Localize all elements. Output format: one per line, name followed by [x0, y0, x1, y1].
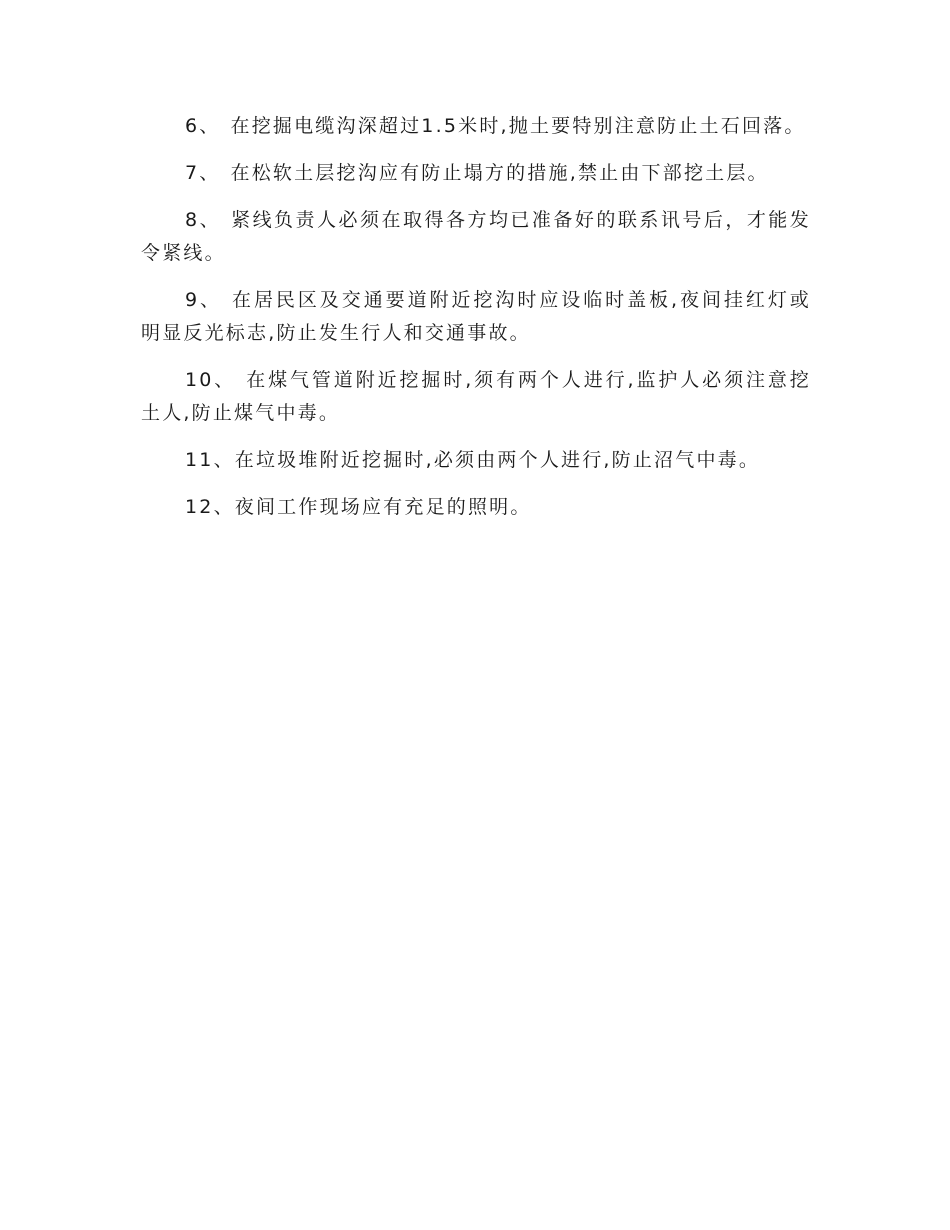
- item-text: 在挖掘电缆沟深超过1.5米时,抛土要特别注意防止土石回落。: [230, 115, 806, 137]
- item-number: 11、: [185, 449, 235, 471]
- item-text: 在松软土层挖沟应有防止塌方的措施,禁止由下部挖土层。: [230, 162, 769, 184]
- list-item-10: [141, 364, 811, 430]
- list-item-12: [141, 491, 811, 524]
- item-text: 在垃圾堆附近挖掘时,必须由两个人进行,防止沼气中毒。: [234, 449, 761, 471]
- item-number: 7、: [185, 162, 221, 184]
- item-number: 12、: [185, 496, 235, 518]
- list-item-9: [141, 284, 811, 350]
- document-body: [141, 110, 811, 538]
- item-number: 9、: [185, 289, 222, 311]
- list-item-7: [141, 157, 811, 190]
- item-text: 在煤气管道附近挖掘时,须有两个人进行,监护人必须注意挖土人,防止煤气中毒。: [141, 369, 811, 424]
- item-text: 夜间工作现场应有充足的照明。: [234, 496, 532, 518]
- list-item-8: [141, 204, 811, 270]
- item-text: 在居民区及交通要道附近挖沟时应设临时盖板,夜间挂红灯或明显反光标志,防止发生行人和交通事故。: [141, 289, 811, 344]
- item-number: 8、: [185, 209, 222, 231]
- item-text: 紧线负责人必须在取得各方均已准备好的联系讯号后，才能发令紧线。: [141, 209, 811, 264]
- list-item-6: [141, 110, 811, 143]
- list-item-11: [141, 444, 811, 477]
- item-number: 10、: [185, 369, 237, 391]
- item-number: 6、: [185, 115, 221, 137]
